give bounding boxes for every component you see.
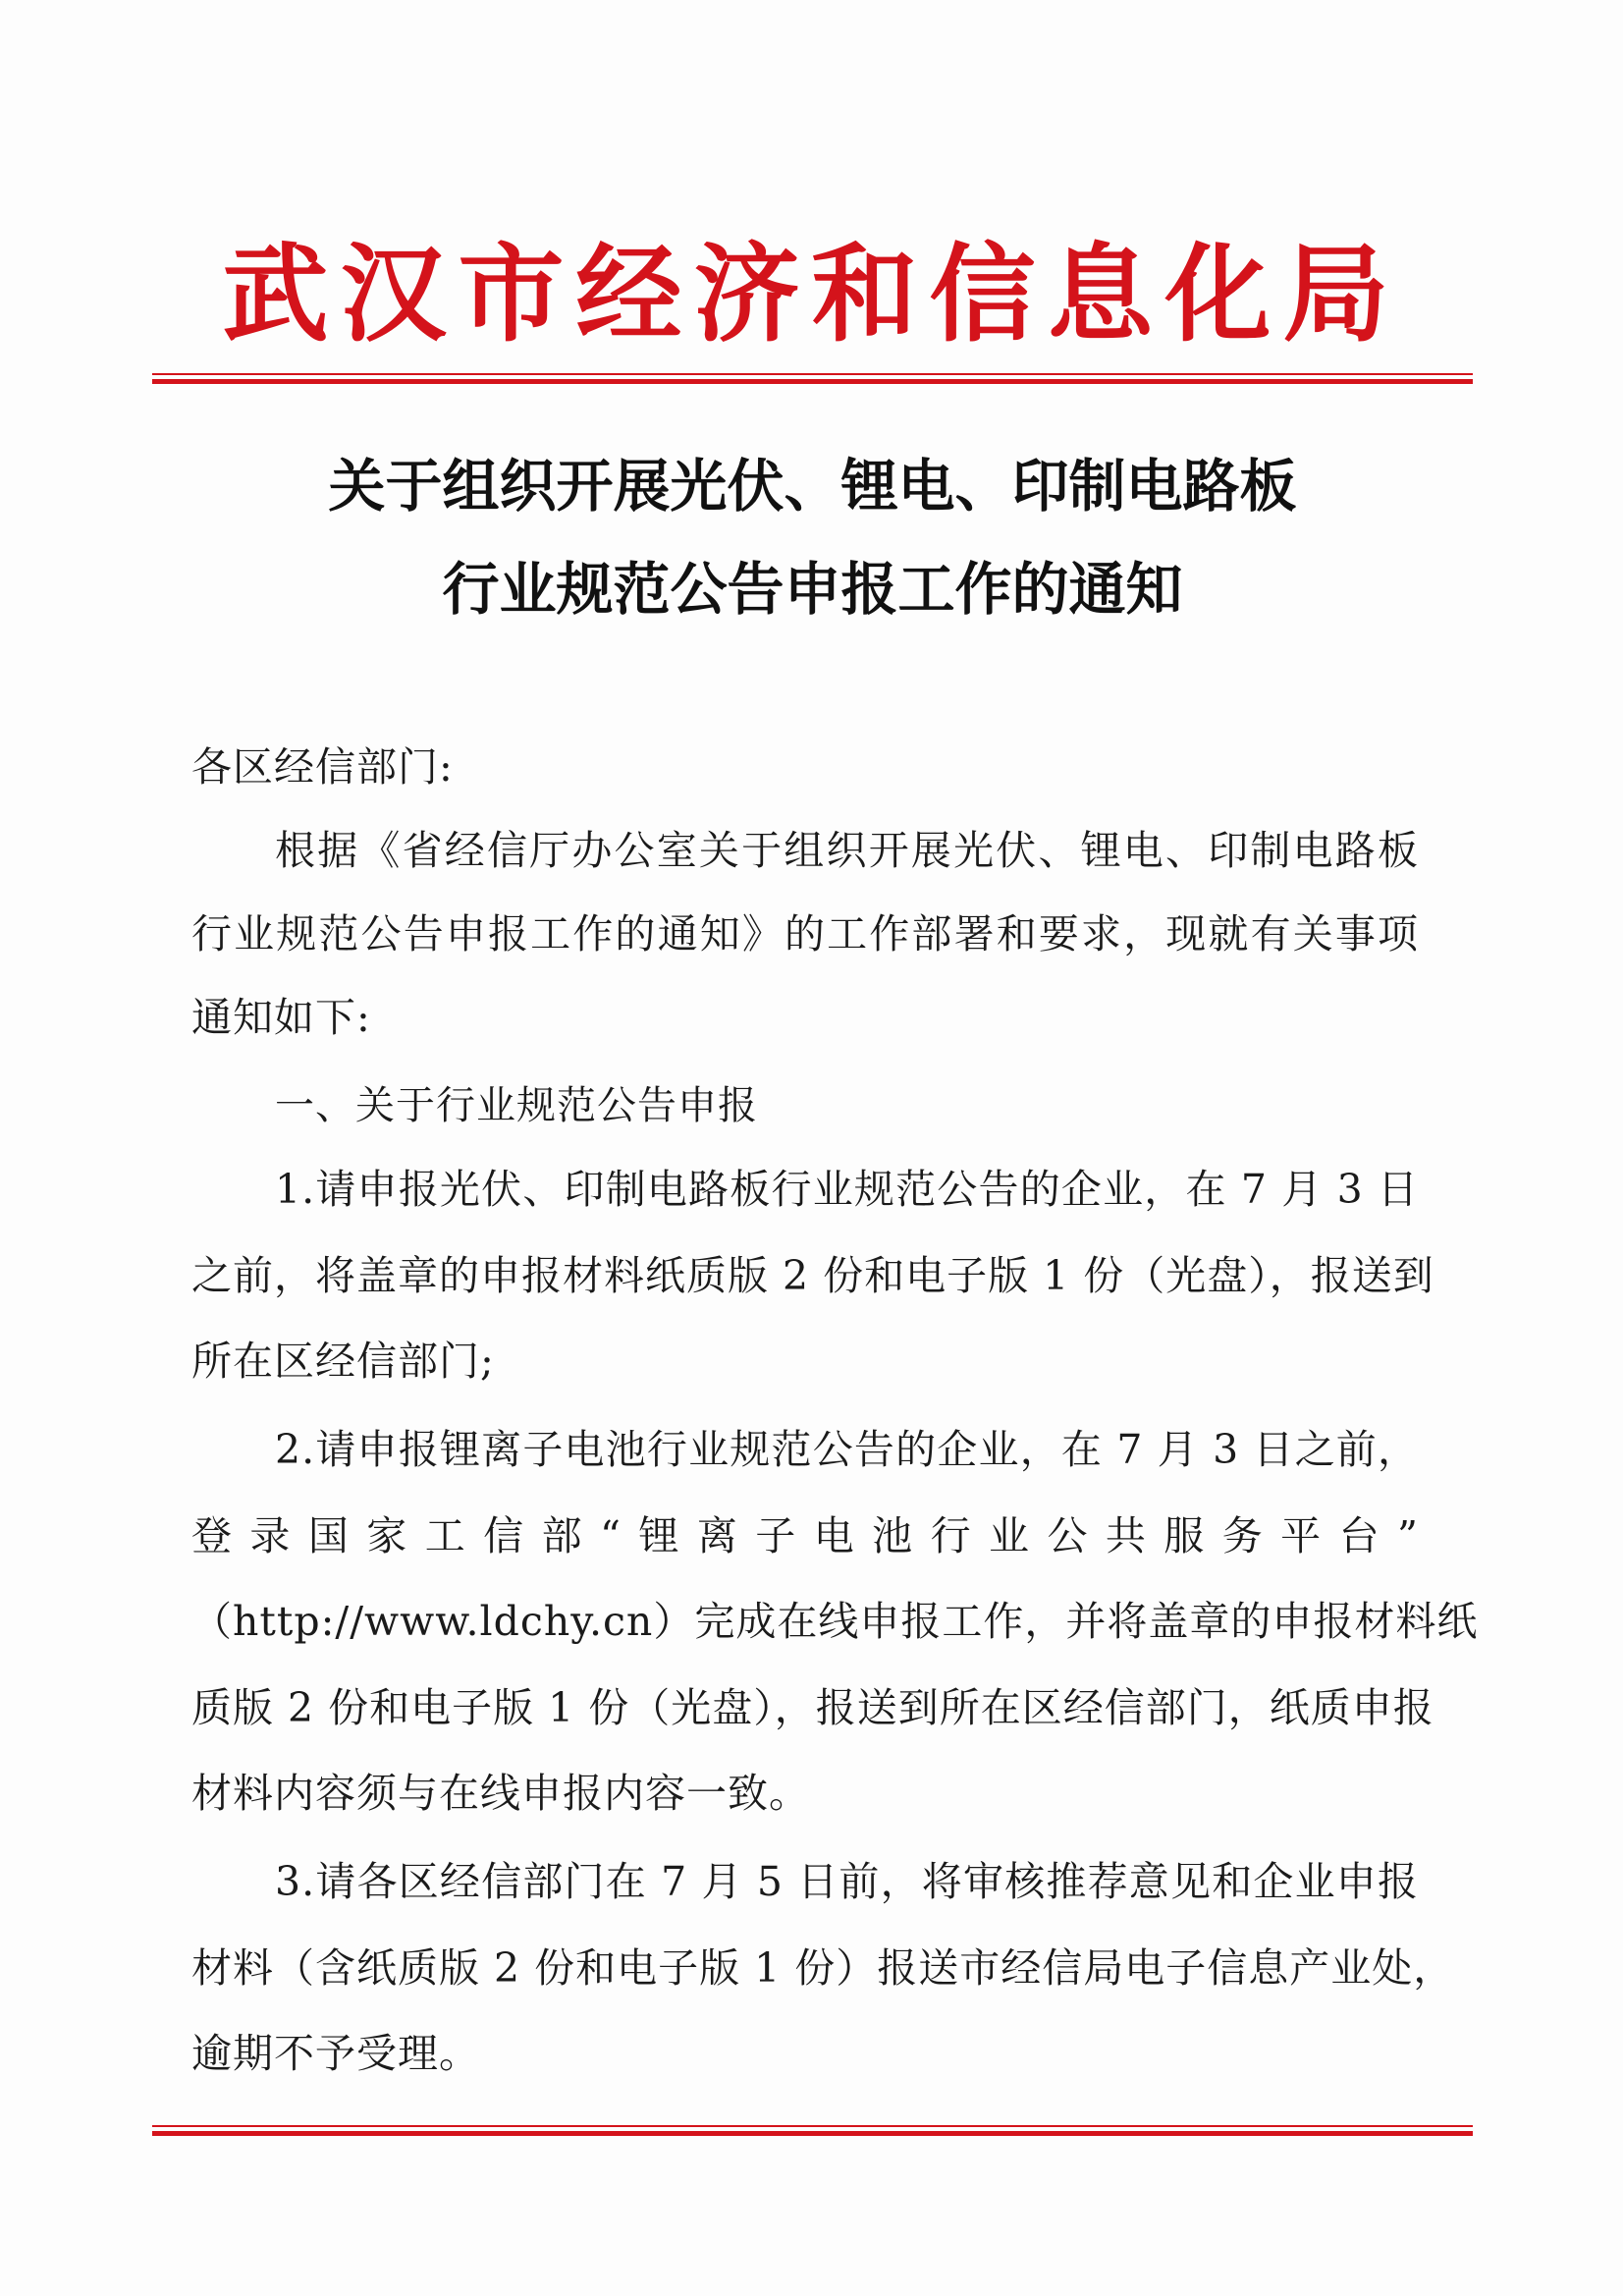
item-3-line-1: 3.请各区经信部门在 7 月 5 日前，将审核推荐意见和企业申报 [275,1858,1419,1905]
intro-line-2: 行业规范公告申报工作的通知》的工作部署和要求，现就有关事项 [191,910,1419,957]
document-title-line-1: 关于组织开展光伏、锂电、印制电路板 [328,453,1297,519]
letterhead-organization-name: 武汉市经济和信息化局 [222,233,1401,356]
item-3-line-2: 材料（含纸质版 2 份和电子版 1 份）报送市经信局电子信息产业处， [191,1944,1455,1992]
item-3-line-3: 逾期不予受理。 [191,2030,480,2077]
section-1-heading: 一、关于行业规范公告申报 [275,1083,758,1128]
item-1-line-2: 之前，将盖章的申报材料纸质版 2 份和电子版 1 份（光盘），报送到 [191,1252,1434,1299]
footer-red-rule [152,2125,1473,2136]
salutation: 各区经信部门: [191,743,454,791]
item-2-line-1: 2.请申报锂离子电池行业规范公告的企业，在 7 月 3 日之前， [275,1426,1419,1473]
item-1-line-1: 1.请申报光伏、印制电路板行业规范公告的企业，在 7 月 3 日 [275,1166,1419,1213]
document-title-line-2: 行业规范公告申报工作的通知 [442,556,1183,623]
intro-line-1: 根据《省经信厅办公室关于组织开展光伏、锂电、印制电路板 [275,827,1419,874]
item-1-line-3: 所在区经信部门; [191,1338,495,1385]
item-2-line-2: 登录国家工信部“锂离子电池行业公共服务平台” [191,1512,1419,1559]
item-2-line-5: 材料内容须与在线申报内容一致。 [191,1770,810,1817]
item-2-line-4: 质版 2 份和电子版 1 份（光盘），报送到所在区经信部门，纸质申报 [191,1684,1434,1731]
letterhead-red-rule [152,373,1473,384]
intro-line-3: 通知如下: [191,994,371,1041]
item-2-line-3: （http://www.ldchy.cn）完成在线申报工作，并将盖章的申报材料纸 [191,1598,1479,1645]
